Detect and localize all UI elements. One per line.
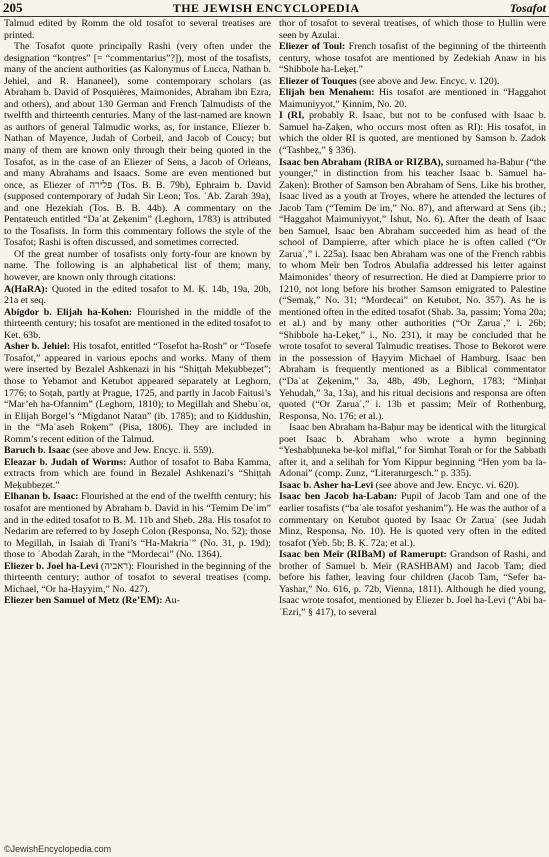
encyclopedia-entry xyxy=(4,595,271,607)
encyclopedia-entry xyxy=(4,341,271,445)
encyclopedia-entry xyxy=(4,284,271,307)
entry-text: Pupil of Jacob Tam and one of the earlier tosafists (“baʿale tosafot yeshanim”). He was the author of a commentary on Ketubot quoted by Isaac Or Zaruaʿ (see Judah Minz, Responsa, No. 10). He is quoted very often in the edited tosafot (Yeb. 5b; B. Ḳ. 72a; et al.). xyxy=(279,491,546,549)
entry-text: Grandson of Rashi, and brother of Samuel b. Meïr (RASHBAM) and Jacob Tam; died before his father, leaving four children (Jacob Tam, “Sefer ha-Yashar,” No. 616, p. 72b, Vienna, 1811). Although he died young, Isaac wrote tosafot, mentioned by Eliezer b. Joel ha-Levi (“Abi ha-ʿEzri,” § 417), to several xyxy=(279,549,546,618)
page-number: 205 xyxy=(3,0,23,15)
left-column xyxy=(4,18,271,843)
entry-text: French tosafist of the beginning of the thirteenth century, whose tosafot are mentioned by Zedekiah Anaw in his “Shibbole ha-Leḳeṭ.” xyxy=(279,41,546,76)
encyclopedia-entry xyxy=(279,87,546,110)
encyclopedia-entry xyxy=(279,110,546,156)
page-header xyxy=(0,0,549,16)
entry-text: (ראביה): Flourished in the beginning of the thirteenth century; author of tosafot to several treatises (comp. Michael, “Or ha-Ḥayyim,” No. 427). xyxy=(4,560,271,595)
entry-headword: Isaac ben Jacob ha-Laban: xyxy=(279,491,398,503)
entry-text: Au- xyxy=(162,595,180,607)
entry-text: surnamed ha-Baḥur (“the younger,” in distinction from his teacher Isaac b. Samuel ha-Zaḳen): Brother of Samson ben Abraham of Sens. Like his brother, Isaac lived as a youth at Troyes, where he attended the lectures of Jacob Tam (“Temim Deʿim,” No. 87), and afterward at Sens (ib.; “Haggahot Maimuniyyot,” Ishut, No. 6). After the death of Isaac ben Samuel, Isaac ben Abraham succeeded him as head of the school of Dampierre, after which place he is often called (“Or Zaruaʿ,” i. 225a). Isaac ben Abraham was one of the French rabbis to whom Meïr ben Todros Abulafia addressed his letter against Maimonides’ theory of resurrection. He died at Dampierre prior to 1210, not long before his brother Samson emigrated to Palestine (“Semaḳ,” No. 31; “Mordecai” on Ketubot, No. 357). As he is mentioned often in the edited tosafot (Shab. 3a, passim; Yoma 20a; et al.) and by many other authorities (“Or Zaruaʿ,” i. 26b; “Shibbole ha-Leḳeṭ,” i., No. 231), it may be concluded that he wrote tosafot to several Talmudic treatises. Those to Bekorot were in the possession of Ḥayyim Michael of Hamburg. Isaac ben Abraham is frequently mentioned as a Biblical commentator (“Daʿat Ẕeḳenim,” 3a, 48b, 49b, Leghorn, 1783; “Minḥat Yehudah,” 3a, 13a), and his ritual decisions and responsa are often quoted (“Or Zaruaʿ,” i. 13b et passim; Meïr of Rothenburg, Responsa, No. 176; et al.). xyxy=(279,156,546,422)
entry-headword: Eliezer of Touques xyxy=(279,75,357,87)
body-paragraph: The Tosafot quote principally Rashi (very often under the designation “konṭres” [= “commentarius”?]), most of the tosafists, many of the ancient authorities (as Kalonymus of Lucca, Nathan b. Jehiel, and R. Hananeel), some contemporary scholars (as Abraham b. David of Posquières, Maimonides, Abraham ibn Ezra, and others), and about 130 German and French Talmudists of the twelfth and thirteenth centuries. Many of the last-named are known as authors of general Talmudic works, as, for instance, Eliezer b. Nathan of Mayence, Judah of Corbeil, and Jacob of Coucy; but many of them are known only through their being quoted in the Tosafot, as in the case of an Eliezer of Sens, a Jacob of Orleans, and many Abrahams and Isaacs. Some are even mentioned but once, as Eliezer of פלירה (Tos. B. B. 79b), Ephraim b. David (supposed contemporary of Judah Sir Leon; Tos. ʿAb. Zarah 39a), and one Hezekiah (Tos. B. B. 44b). A commentary on the Pentateuch entitled “Daʿat Ẕeḳenim” (Leghorn, 1783) is attributed to the Tosafists. In form this commentary follows the style of the Tosafot; Rashi is often discussed, and sometimes corrected. xyxy=(4,41,271,249)
encyclopedia-entry xyxy=(4,307,271,342)
entry-text: Author of tosafot to Baba Ḳamma, extracts from which are found in Bezalel Ashkenazi’s “Shiṭṭah Meḳubbeẓet.” xyxy=(4,456,271,491)
entry-headword: Asher b. Jehiel: xyxy=(4,341,71,353)
entry-text: Flourished in the middle of the thirteenth century; his tosafot are mentioned in the edited tosafot to Ket. 63b. xyxy=(4,306,271,341)
encyclopedia-entry xyxy=(279,549,546,618)
continued-paragraph: thor of tosafot to several treatises, of which those to Ḥullin were seen by Azulai. xyxy=(279,18,546,41)
copyright-footer: ©JewishEncyclopedia.com xyxy=(4,844,112,854)
entry-headword: Elhanan b. Isaac: xyxy=(4,491,79,503)
entry-text: (see above and Jew. Encyc. vi. 620). xyxy=(373,479,520,491)
entry-text: His tosafot are mentioned in “Haggahot Maimuniyyot,” Ḳinnim, No. 20. xyxy=(279,87,546,110)
encyclopedia-entry xyxy=(279,480,546,492)
encyclopedia-entry xyxy=(279,76,546,88)
entry-headword: Elijah ben Menahem: xyxy=(279,87,375,99)
entry-text: (see above and Jew. Encyc. v. 120). xyxy=(356,75,500,87)
entry-headword: Eliezer of Toul: xyxy=(279,41,346,53)
entry-text: probably R. Isaac, but not to be confused with Isaac b. Samuel ha-Zaḳen, who occurs most often as RI): His tosafot, in which the older RI is quoted, are mentioned by Samson b. Zadok (“Tashbeẓ,” § 336). xyxy=(279,110,546,157)
header-rule xyxy=(0,16,549,17)
entry-headword: Eliezer ben Samuel of Metz (Re’EM): xyxy=(4,595,163,607)
encyclopedia-entry xyxy=(279,491,546,549)
entry-text: Flourished at the end of the twelfth century; his tosafot are mentioned by Abraham b. David in his “Temim Deʿim” and in the edited tosafot to B. M. 11b and Sheb. 28a. His tosafot to Nedarim are referred to by Joseph Colon (Responsa, No. 52); those to Megillah, in Isaiah di Trani’s “Ha-Makriaʿ” (No. 31, p. 19d); those to ʿAbodah Zarah, in the “Mordecai” (No. 1364). xyxy=(4,491,271,561)
encyclopedia-entry xyxy=(4,457,271,492)
entry-text: (see above and Jew. Encyc. ii. 559). xyxy=(70,445,214,457)
continued-paragraph: Talmud edited by Romm the old tosafot to several treatises are printed. xyxy=(4,18,271,41)
page-topic: Tosafot xyxy=(509,0,546,15)
entry-headword: I (RI, xyxy=(279,110,305,122)
body-paragraph: Of the great number of tosafists only forty-four are known by name. The following is an alphabetical list of them; many, however, are known only through citations: xyxy=(4,248,271,284)
entry-headword: Eleazar b. Judah of Worms: xyxy=(4,456,127,468)
entry-headword: Isaac ben Meïr (RIBaM) of Ramerupt: xyxy=(279,549,447,561)
encyclopedia-entry xyxy=(4,561,271,596)
encyclopedia-entry xyxy=(279,157,546,423)
entry-headword: A(HaRA): xyxy=(4,283,48,295)
journal-title: THE JEWISH ENCYCLOPEDIA xyxy=(172,0,360,15)
body-paragraph: Isaac ben Abraham ha-Baḥur may be identical with the liturgical poet Isaac b. Abraham who wrote a hymn beginning “Yeshabḥuneka be-ḳol miflal,” for Simhat Torah or for the Sabbath after it, and a selihah for Yom Kippur beginning “Hen yom ba la-Adonai” (comp. Zunz, “Literaturgesch.” p. 335). xyxy=(279,422,546,480)
right-column xyxy=(279,18,546,843)
entry-headword: Isaac ben Abraham (RIBA or RIẒBA), xyxy=(279,156,444,168)
entry-headword: Abigdor b. Elijah ha-Kohen: xyxy=(4,306,133,318)
encyclopedia-entry xyxy=(279,41,546,76)
entry-text: Quoted in the edited tosafot to M. Ḳ. 14b, 19a, 20b, 21a et seq. xyxy=(4,283,271,307)
encyclopedia-entry xyxy=(4,445,271,457)
encyclopedia-entry xyxy=(4,491,271,560)
entry-headword: Baruch b. Isaac xyxy=(4,445,71,457)
entry-headword: Isaac b. Asher ha-Levi xyxy=(279,479,374,491)
entry-text: His tosafot, entitled “Tosefot ha-Rosh” or “Tosefe Tosafot,” appeared in various epochs and works. Many of them were inserted by Bezalel Ashkenazi in his “Shiṭṭah Meḳubbeẓet”; those to Yebamot and Ketubot appeared separately at Leghorn, 1776; to Soṭah, partly at Prague, 1725, and partly in Jacob Faitusi’s “Mar’eh ha-Ofannim” (Leghorn, 1810); to Megillah and Shebuʿot, in Elijah Borgel’s “Migdanot Natan” (ib. 1785); and to Ḳiddushin, in the “Maʿaseh Roḳem” (Pisa, 1806). They are included in Romm’s recent edition of the Talmud. xyxy=(4,341,271,445)
entry-headword: Eliezer b. Joel ha-Levi xyxy=(4,560,99,572)
